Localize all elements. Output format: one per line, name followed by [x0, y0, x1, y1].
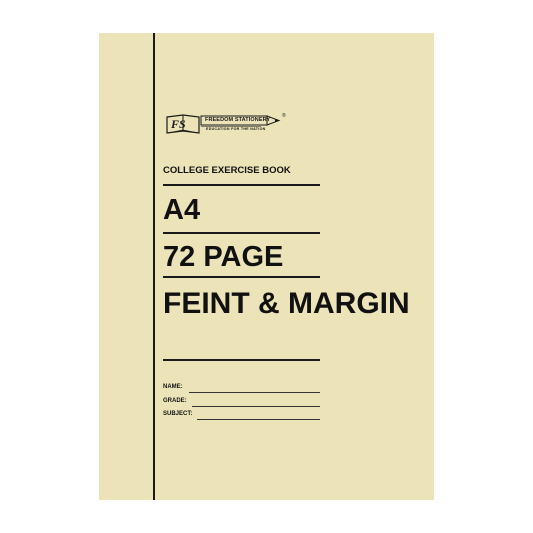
brand-monogram: FS	[171, 117, 186, 131]
spine-line	[153, 33, 155, 500]
paper-size-heading: A4	[163, 194, 201, 226]
grade-field-line[interactable]	[192, 406, 320, 407]
name-field-line[interactable]	[189, 392, 320, 393]
ruling-type-heading: FEINT & MARGIN	[163, 287, 410, 320]
divider-rule	[163, 232, 320, 234]
exercise-book-cover	[99, 33, 434, 500]
page-count-heading: 72 PAGE	[163, 241, 284, 273]
name-field-label: NAME:	[163, 384, 183, 390]
divider-rule	[163, 184, 320, 186]
book-type-label: COLLEGE EXERCISE BOOK	[163, 165, 291, 176]
subject-field-label: SUBJECT:	[163, 411, 193, 417]
grade-field[interactable]	[163, 398, 320, 408]
name-field[interactable]	[163, 384, 320, 394]
subject-field-line[interactable]	[197, 419, 320, 420]
brand-name: FREEDOM STATIONERY	[205, 117, 271, 123]
subject-field[interactable]	[163, 411, 320, 421]
brand-logo	[165, 113, 289, 135]
grade-field-label: GRADE:	[163, 398, 187, 404]
brand-tagline: EDUCATION FOR THE NATION	[206, 127, 266, 131]
trademark-symbol: ®	[282, 113, 286, 119]
divider-rule	[163, 359, 320, 361]
divider-rule	[163, 276, 320, 278]
